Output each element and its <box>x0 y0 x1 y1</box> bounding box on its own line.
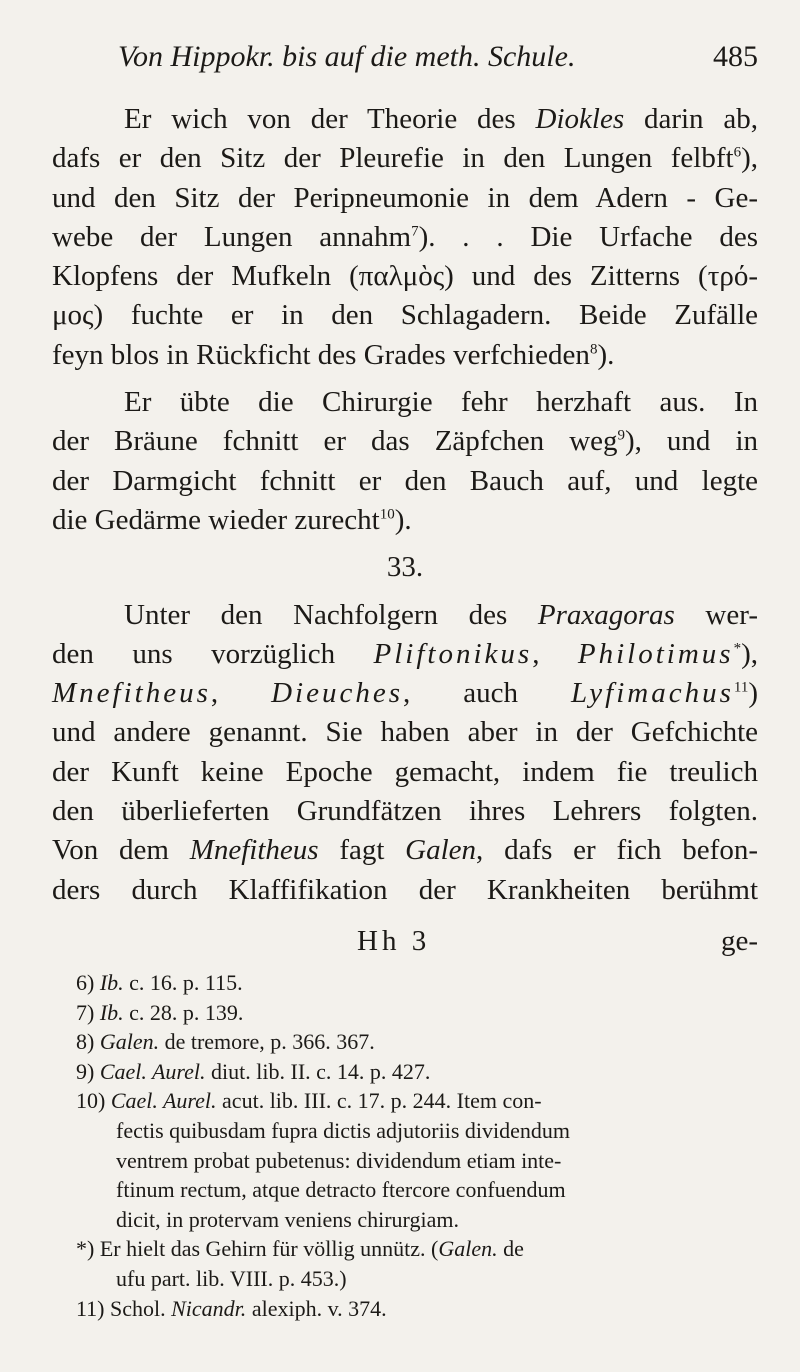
running-title: Von Hippokr. bis auf die meth. Schule. <box>118 40 576 73</box>
text-run: ), <box>741 637 758 670</box>
text-line <box>52 336 758 375</box>
person-name: Praxagoras <box>537 598 675 631</box>
footnote-8 <box>76 1027 758 1057</box>
text-run: 11) Schol. <box>76 1295 172 1321</box>
footnote-ref: 7 <box>411 223 419 240</box>
text-run: ). . . Die Urfache des <box>418 220 758 253</box>
footnote-10 <box>76 1086 758 1116</box>
footnote-ref: * <box>733 640 742 657</box>
text-line <box>52 596 758 635</box>
text-run: webe der Lungen annahm <box>52 220 412 253</box>
text-line: den überlieferten Grundfätzen ihres Lehrers folgten. <box>52 795 758 828</box>
main-text <box>52 100 758 910</box>
text-run: , dafs er fich befon- <box>476 834 758 867</box>
text-line: der Darmgicht fchnitt er den Bauch auf, und legte <box>52 464 758 497</box>
catchword: ge- <box>720 925 758 957</box>
text-run: darin ab, <box>624 103 759 135</box>
person-name: Lyfimachus <box>571 677 734 710</box>
text-run: Ib. <box>99 999 124 1025</box>
footnote-10-cont: ftinum rectum, atque detracto ftercore confuendum <box>116 1177 566 1203</box>
text-line <box>52 635 758 674</box>
footnote-ref: 10 <box>379 506 395 523</box>
footnote-6 <box>76 968 758 998</box>
text-line <box>52 100 758 139</box>
text-run: feyn blos in Rückficht des Grades verfchieden <box>52 338 590 371</box>
text-run: ) <box>748 677 758 710</box>
footnote-ref: 11 <box>733 679 749 696</box>
text-line: und den Sitz der Peripneumonie in dem Adern - Ge- <box>52 181 758 214</box>
footnote-ref: 9 <box>617 427 626 444</box>
text-line: und andere genannt. Sie haben aber in der Gefchichte <box>52 716 758 749</box>
person-name: Diokles <box>535 103 625 135</box>
text-line: ders durch Klaffifikation der Krankheiten berühmt <box>52 873 758 906</box>
text-run: acut. lib. III. c. 17. p. 244. Item con- <box>216 1088 542 1114</box>
text-line: μος) fuchte er in den Schlagadern. Beide Zufälle <box>52 299 758 332</box>
text-run: c. 16. p. 115. <box>123 970 243 995</box>
text-line: Klopfens der Mufkeln (παλμὸς) und des Zitterns (τρό- <box>52 260 758 293</box>
person-name: Pliftonikus <box>373 637 533 670</box>
text-run: ). <box>394 503 412 536</box>
text-run: , auch <box>403 677 572 710</box>
text-run: Unter den Nachfolgern des <box>124 598 538 631</box>
text-run: 8) <box>76 1029 100 1055</box>
footnote-ref: 8 <box>589 341 598 358</box>
person-name: Dieuches <box>271 677 404 710</box>
text-line: Er übte die Chirurgie fehr herzhaft aus. In <box>124 386 758 419</box>
text-line <box>52 674 758 713</box>
footnote-star <box>76 1234 758 1264</box>
text-run: fagt <box>318 834 406 867</box>
footnote-ref: 6 <box>733 144 742 161</box>
text-run: Cael. Aurel. <box>110 1088 217 1114</box>
footnote-10-cont: fectis quibusdam fupra dictis adjutoriis dividendum <box>116 1117 570 1143</box>
paragraph-nachfolger <box>52 596 758 910</box>
person-name: Philotimus <box>577 637 734 670</box>
text-run: Nicandr. <box>171 1295 247 1321</box>
person-name: Mnefitheus <box>52 677 211 710</box>
text-run: c. 28. p. 139. <box>123 999 244 1025</box>
text-run: Er wich von der Theorie des <box>124 103 536 135</box>
text-line <box>52 501 758 540</box>
text-line: der Kunft keine Epoche gemacht, indem fie treulich <box>52 755 758 788</box>
signature-mark: Hh 3 <box>357 925 431 957</box>
text-run: 7) <box>76 999 100 1025</box>
text-run: de tremore, p. 366. 367. <box>159 1029 375 1055</box>
person-name: Galen <box>405 834 477 867</box>
section-number: 33. <box>386 551 424 584</box>
text-run: wer- <box>674 598 758 631</box>
text-run: 6) <box>76 970 100 995</box>
text-run: die Gedärme wieder zurecht <box>52 503 380 536</box>
text-line <box>52 831 758 870</box>
text-run: 9) <box>76 1058 100 1084</box>
text-run: 10) <box>76 1088 111 1114</box>
text-run: de <box>497 1236 524 1262</box>
text-run: Ib. <box>99 970 124 995</box>
text-run: der Bräune fchnitt er das Zäpfchen weg <box>52 425 618 458</box>
text-line <box>52 139 758 178</box>
footnotes <box>76 968 758 1323</box>
footnote-star-cont: ufu part. lib. VIII. p. 453.) <box>116 1265 347 1291</box>
footnote-11 <box>76 1294 758 1324</box>
text-run: , <box>532 637 578 670</box>
person-name: Mnefitheus <box>189 834 319 867</box>
text-run: ). <box>597 338 615 371</box>
text-run: ), <box>741 142 758 175</box>
text-run: alexiph. v. 374. <box>246 1295 387 1321</box>
text-run: Von dem <box>52 834 190 867</box>
footnote-10-cont: dicit, in protervam veniens chirurgiam. <box>116 1206 459 1232</box>
text-run: Cael. Aurel. <box>99 1058 206 1084</box>
footnote-9 <box>76 1057 758 1087</box>
footnote-10-cont: ventrem probat pubetenus: dividendum etiam inte- <box>116 1147 562 1173</box>
text-run: diut. lib. II. c. 14. p. 427. <box>205 1058 431 1084</box>
text-line <box>52 218 758 257</box>
text-run: den uns vorzüglich <box>52 637 374 670</box>
paragraph-chirurgie <box>52 383 758 540</box>
text-run: Galen. <box>438 1236 498 1262</box>
text-run: dafs er den Sitz der Pleurefie in den Lungen felbft <box>52 142 734 175</box>
footnote-7 <box>76 998 758 1028</box>
signature-line <box>52 925 758 965</box>
running-header <box>118 40 758 84</box>
paragraph-diokles <box>52 100 758 375</box>
text-line <box>52 422 758 461</box>
text-run: *) Er hielt das Gehirn für völlig unnütz. ( <box>76 1236 439 1262</box>
text-run: Galen. <box>99 1029 160 1055</box>
page-number: 485 <box>713 40 758 73</box>
text-run: ), und in <box>625 425 758 458</box>
text-run: , <box>210 677 272 710</box>
